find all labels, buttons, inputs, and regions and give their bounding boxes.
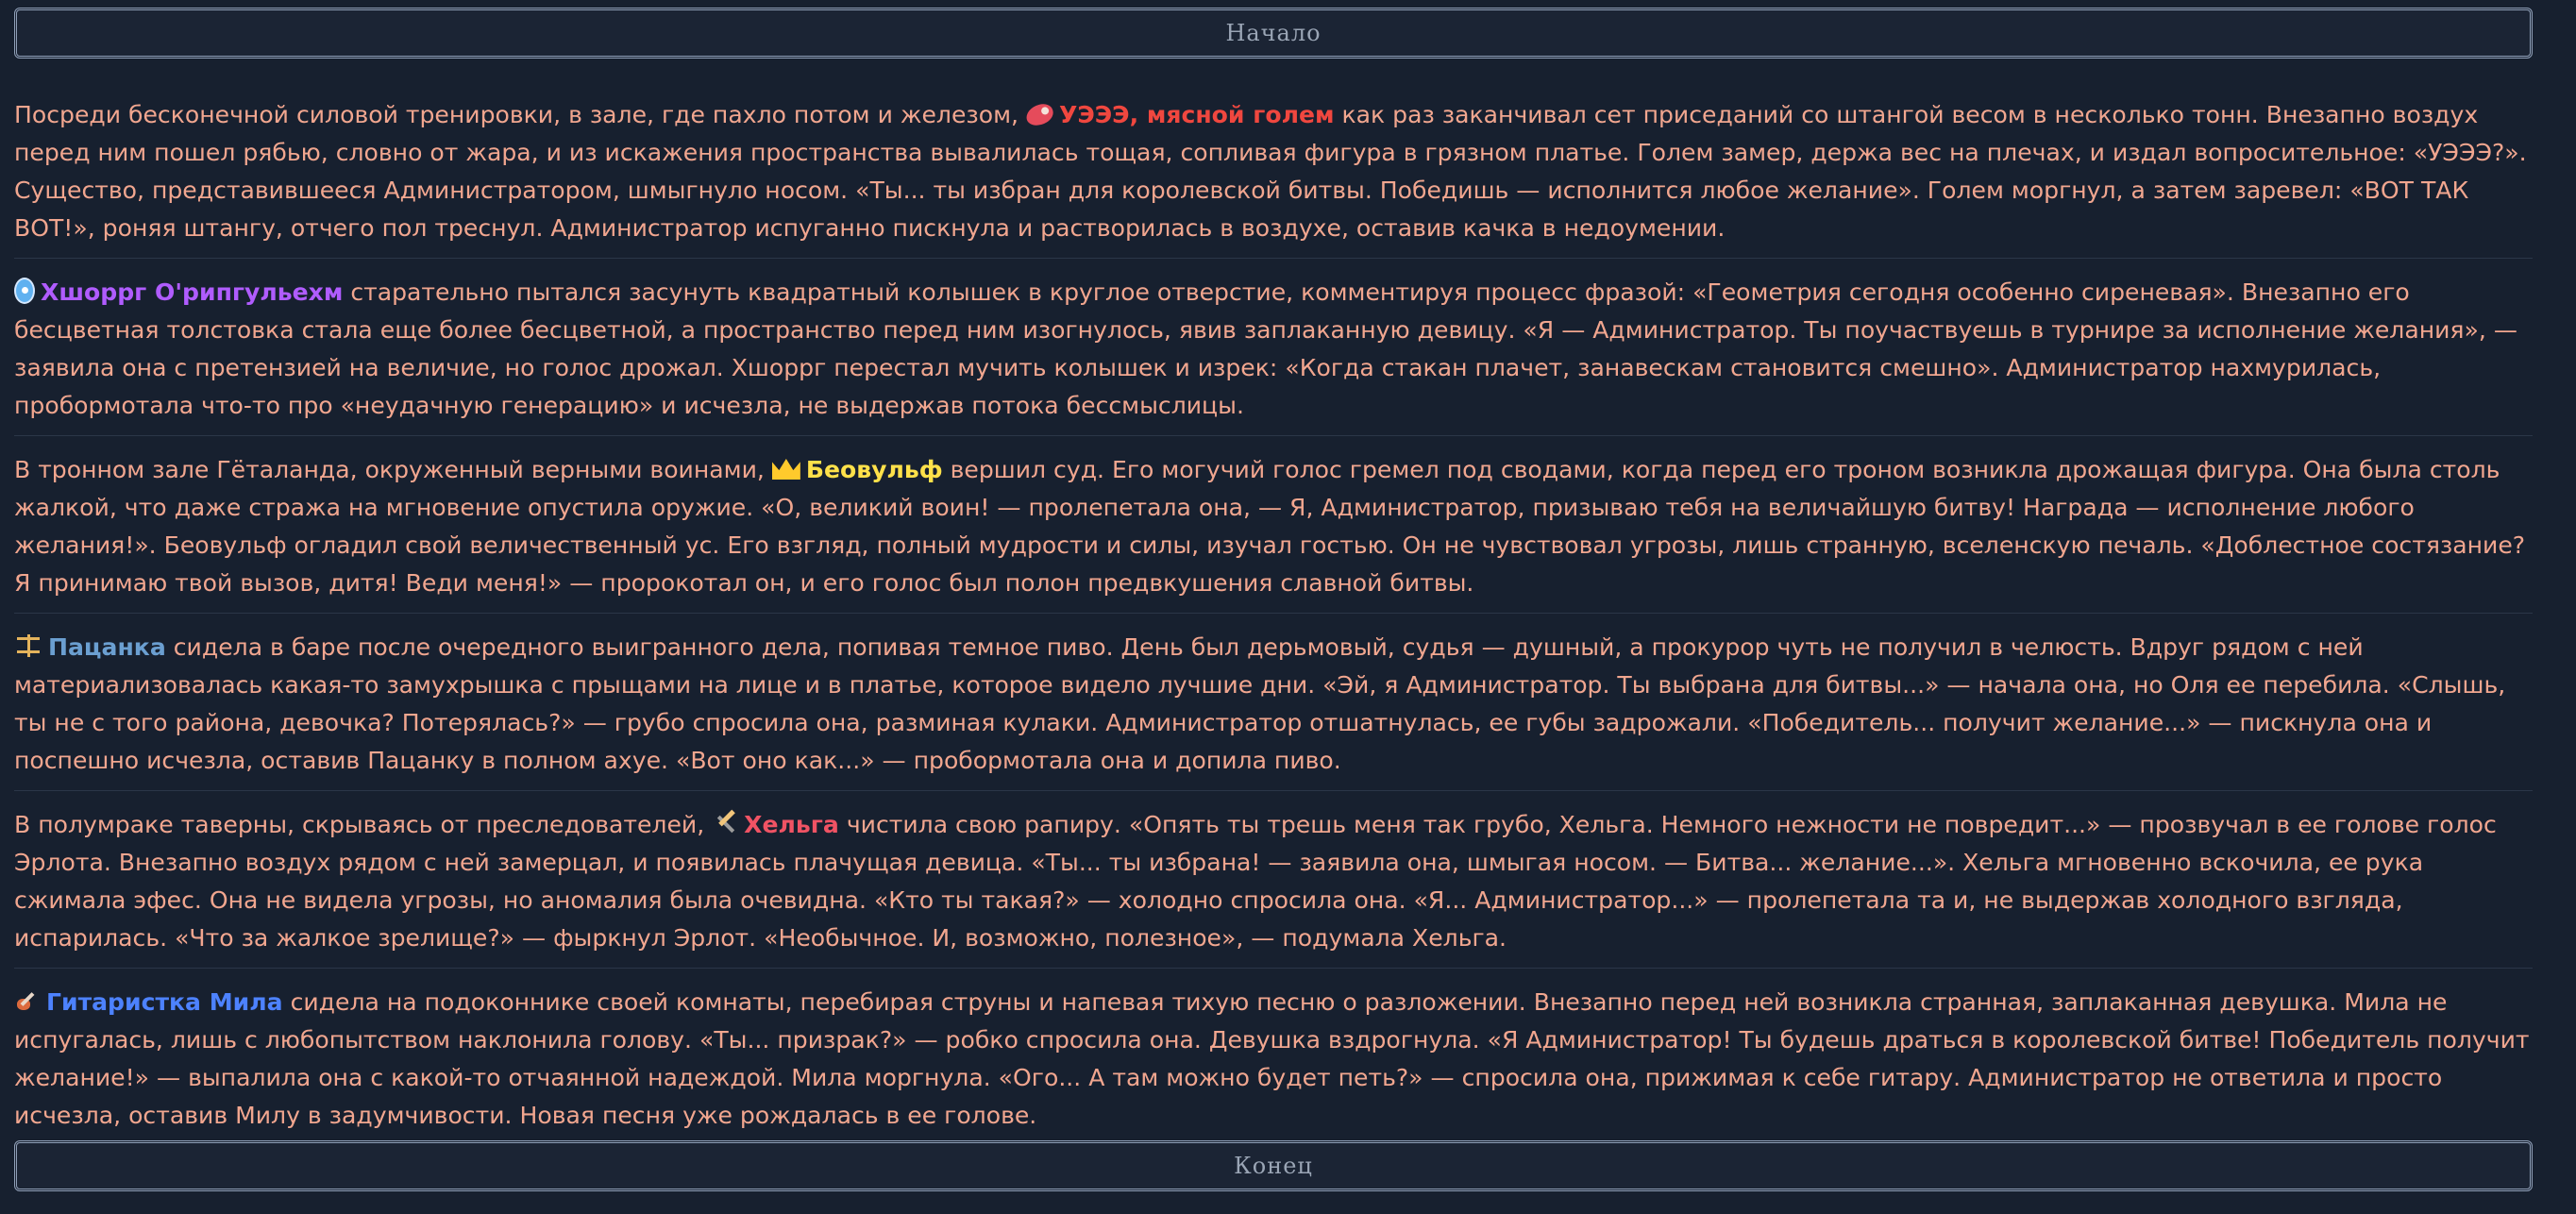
meat-icon bbox=[1024, 102, 1055, 128]
eye-icon bbox=[14, 278, 35, 304]
story-text-prefix: В полумраке таверны, скрываясь от преследователей, bbox=[14, 811, 713, 838]
story-item bbox=[14, 96, 2533, 259]
guitar-icon bbox=[14, 987, 41, 1014]
story-text: сидела в баре после очередного выигранного дела, попивая темное пиво. День был дерьмовый, судья — душный, а прокурор чуть не получил в челюсть. Вдруг рядом с ней материализовалась какая-то замухрышка с прыщами на лице и в платье, которое видело лучшие дни. «Эй, я Администратор. Ты выбрана для битвы...» — начала она, но Оля ее перебила. «Слышь, ты не с того района, девочка? Потерялась?» — грубо спросила она, разминая кулаки. Администратор отшатнулась, ее губы задрожали. «Победитель... получит желание...» — пискнула она и поспешно исчезла, оставив Пацанку в полном ахуе. «Вот оно как...» — пробормотала она и допила пиво. bbox=[14, 633, 2506, 774]
character-name: Пацанка bbox=[48, 633, 166, 661]
scales-icon bbox=[14, 632, 42, 659]
character-name: Гитаристка Мила bbox=[46, 988, 283, 1016]
character-name: УЭЭЭ, мясной голем bbox=[1058, 101, 1335, 128]
story-text: сидела на подоконнике своей комнаты, перебирая струны и напевая тихую песню о разложении. Внезапно перед ней возникла странная, заплаканная девушка. Мила не испугалась, лишь с любопытством наклонила голову. «Ты... призрак?» — робко спросила она. Девушка вздрогнула. «Я Администратор! Ты будешь драться в королевской битве! Победитель получит желание!» — выпалила она с какой-то отчаянной надеждой. Мила моргнула. «Ого... А там можно будет петь?» — спросила она, прижимая к себе гитару. Администратор не ответила и просто исчезла, оставив Милу в задумчивости. Новая песня уже рождалась в ее голове. bbox=[14, 988, 2530, 1129]
character-name: Беовульф bbox=[805, 456, 943, 483]
story-item bbox=[14, 806, 2533, 969]
story-item bbox=[14, 451, 2533, 614]
start-label: Начало bbox=[1225, 20, 1322, 46]
character-name: Хшоррг О'рипгульехм bbox=[41, 278, 344, 306]
end-banner bbox=[14, 1140, 2533, 1191]
end-label: Конец bbox=[1234, 1153, 1313, 1179]
pick-icon bbox=[712, 810, 738, 836]
story-text: как раз заканчивал сет приседаний со штангой весом в несколько тонн. Внезапно воздух перед ним пошел рябью, словно от жара, и из искажения пространства вывалилась тощая, сопливая фигура в грязном платье. Голем замер, держа вес на плечах, и издал вопросительное: «УЭЭЭ?». Существо, представившееся Администратором, шмыгнуло носом. «Ты... ты избран для королевской битвы. Победишь — исполнится любое желание». Голем моргнул, а затем заревел: «ВОТ ТАК ВОТ!», роняя штангу, отчего пол треснул. Администратор испуганно пискнула и растворилась в воздухе, оставив качка в недоумении. bbox=[14, 101, 2527, 242]
story-text: старательно пытался засунуть квадратный колышек в круглое отверстие, комментируя процесс фразой: «Геометрия сегодня особенно сиреневая». Внезапно его бесцветная толстовка стала еще более бесцветной, а пространство перед ним изогнулось, явив заплаканную девицу. «Я — Администратор. Ты поучаствуешь в турнире за исполнение желания», — заявила она с претензией на величие, но голос дрожал. Хшоррг перестал мучить колышек и изрек: «Когда стакан плачет, занавескам становится смешно». Администратор нахмурилась, пробормотала что-то про «неудачную генерацию» и исчезла, не выдержав потока бессмыслицы. bbox=[14, 278, 2517, 419]
story-text: чистила свою рапиру. «Опять ты трешь меня так грубо, Хельга. Немного нежности не повредит...» — прозвучал в ее голове голос Эрлота. Внезапно воздух рядом с ней замерцал, и появилась плачущая девица. «Ты... ты избрана! — заявила она, шмыгая носом. — Битва... желание...». Хельга мгновенно вскочила, ее рука сжимала эфес. Она не видела угрозы, но аномалия была очевидна. «Кто ты такая?» — холодно спросила она. «Я... Администратор...» — пролепетала та и, не выдержав холодного взгляда, испарилась. «Что за жалкое зрелище?» — фыркнул Эрлот. «Необычное. И, возможно, полезное», — подумала Хельга. bbox=[14, 811, 2497, 952]
story-text: вершил суд. Его могучий голос гремел под сводами, когда перед его троном возникла дрожащая фигура. Она была столь жалкой, что даже стража на мгновение опустила оружие. «О, великий воин! — пролепетала она, — Я, Администратор, призываю тебя на величайшую битву! Награда — исполнение любого желания!». Беовульф огладил свой величественный ус. Его взгляд, полный мудрости и силы, изучал гостью. Он не чувствовал угрозы, лишь странную, вселенскую печаль. «Доблестное состязание? Я принимаю твой вызов, дитя! Веди меня!» — пророкотал он, и его голос был полон предвкушения славной битвы. bbox=[14, 456, 2526, 597]
story-item bbox=[14, 274, 2533, 436]
story-text-prefix: Посреди бесконечной силовой тренировки, в зале, где пахло потом и железом, bbox=[14, 101, 1026, 128]
crown-icon bbox=[772, 459, 800, 480]
story-item bbox=[14, 984, 2533, 1145]
story-text-prefix: В тронном зале Гёталанда, окруженный верными воинами, bbox=[14, 456, 772, 483]
story-list bbox=[14, 96, 2533, 1145]
character-name: Хельга bbox=[744, 811, 839, 838]
story-item bbox=[14, 629, 2533, 791]
start-banner bbox=[14, 8, 2533, 59]
